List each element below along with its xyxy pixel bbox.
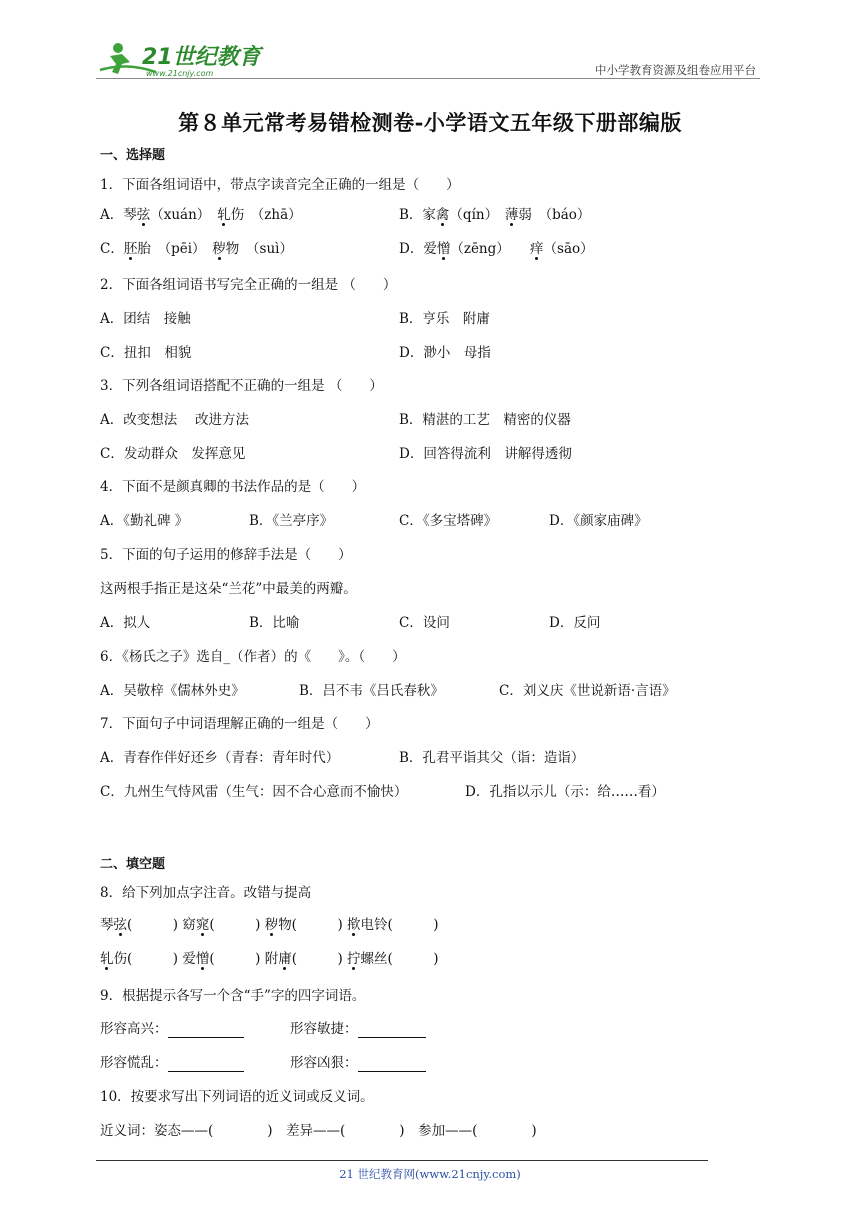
page-header xyxy=(96,36,760,80)
answer-blank[interactable] xyxy=(358,1057,426,1072)
question-5-sentence: 这两根手指正是这朵“兰花”中最美的两瓣。 xyxy=(100,581,357,597)
question-2-option-a: A．团结 接触 xyxy=(100,311,191,327)
answer-blank[interactable] xyxy=(358,1023,426,1038)
question-4-stem: 4．下面不是颜真卿的书法作品的是（ ） xyxy=(100,479,366,495)
svg-text:www.21cnjy.com: www.21cnjy.com xyxy=(146,69,214,78)
answer-blank[interactable] xyxy=(168,1023,244,1038)
question-1-option-c: C．胚胎 （pēi） 秽物 （suì） xyxy=(100,241,293,257)
question-5-option-c: C．设问 xyxy=(399,615,450,631)
question-3-option-a: A．改变想法 改进方法 xyxy=(100,412,250,428)
section-heading-fill: 二、填空题 xyxy=(100,857,166,872)
question-2-option-b: B．亨乐 附庸 xyxy=(399,311,490,327)
question-8-stem: 8．给下列加点字注音。改错与提高 xyxy=(100,885,312,901)
question-3-option-b: B．精湛的工艺 精密的仪器 xyxy=(399,412,571,428)
question-1-option-d: D．爱憎（zēng） 痒（sāo） xyxy=(399,241,594,257)
question-4-option-c: C．《多宝塔碑》 xyxy=(399,513,498,529)
question-6-option-b: B．吕不韦《吕氏春秋》 xyxy=(299,683,444,699)
logo-21cnjy xyxy=(96,36,296,80)
question-7-option-a: A．青春作伴好还乡（青春：青年时代） xyxy=(100,750,340,766)
q8-item: 琴弦( ) xyxy=(100,917,179,933)
page-title: 第８单元常考易错检测卷-小学语文五年级下册部编版 xyxy=(178,110,682,135)
question-7-stem: 7．下面句子中词语理解正确的一组是（ ） xyxy=(100,716,379,732)
question-9-item-d: 形容凶狠： xyxy=(290,1054,426,1072)
q8-item: 秽物( ) xyxy=(264,917,343,933)
question-5-option-d: D．反问 xyxy=(549,615,601,631)
q8-item: 拧螺丝( ) xyxy=(347,951,439,967)
question-1-option-a: A．琴弦（xuán） 轧伤 （zhā） xyxy=(100,207,302,223)
question-5-stem: 5．下面的句子运用的修辞手法是（ ） xyxy=(100,547,352,563)
section-heading-choice: 一、选择题 xyxy=(100,148,166,163)
question-4-option-d: D．《颜家庙碑》 xyxy=(549,513,648,529)
question-8-row-2 xyxy=(100,950,439,968)
question-9-stem: 9．根据提示各写一个含“手”字的四字词语。 xyxy=(100,988,366,1004)
question-8-row-1 xyxy=(100,916,439,934)
question-9-item-c: 形容慌乱： xyxy=(100,1054,244,1072)
header-divider xyxy=(96,78,760,79)
q8-item: 附庸( ) xyxy=(264,951,343,967)
svg-text:21世纪教育: 21世纪教育 xyxy=(142,45,261,70)
q8-item: 轧伤( ) xyxy=(100,951,179,967)
footer-divider xyxy=(96,1160,708,1161)
question-1-option-b: B．家禽（qín） 薄弱 （báo） xyxy=(399,207,591,223)
question-5-option-b: B．比喻 xyxy=(249,615,300,631)
question-5-option-a: A．拟人 xyxy=(100,615,151,631)
footer-text: 21 世纪教育网(www.21cnjy.com) xyxy=(339,1167,521,1181)
question-9-item-a: 形容高兴： xyxy=(100,1020,244,1038)
question-2-stem: 2．下面各组词语书写完全正确的一组是 （ ） xyxy=(100,277,397,293)
question-6-option-a: A．吴敬梓《儒林外史》 xyxy=(100,683,245,699)
q8-item: 揿电铃( ) xyxy=(347,917,439,933)
question-6-stem: 6．《杨氏之子》选自_（作者）的《 》。（ ） xyxy=(100,649,406,665)
header-platform-text: 中小学教育资源及组卷应用平台 xyxy=(595,63,756,77)
question-9-item-b: 形容敏捷： xyxy=(290,1020,426,1038)
question-4-option-b: B．《兰亭序》 xyxy=(249,513,334,529)
question-2-option-d: D．渺小 母指 xyxy=(399,345,491,361)
question-4-option-a: A．《勤礼碑 》 xyxy=(100,513,189,529)
question-6-option-c: C．刘义庆《世说新语·言语》 xyxy=(499,683,676,699)
question-2-option-c: C．扭扣 相貌 xyxy=(100,345,192,361)
question-3-option-d: D．回答得流利 讲解得透彻 xyxy=(399,446,572,462)
question-10-line: 近义词：姿态——( ) 差异——( ) 参加——( ) xyxy=(100,1123,537,1139)
question-10-stem: 10．按要求写出下列词语的近义词或反义词。 xyxy=(100,1089,374,1105)
question-7-option-b: B．孔君平诣其父（诣：造诣） xyxy=(399,750,585,766)
question-7-option-d: D．孔指以示儿（示：给……看） xyxy=(465,784,665,800)
q8-item: 爱憎( ) xyxy=(182,951,261,967)
question-3-option-c: C．发动群众 发挥意见 xyxy=(100,446,246,462)
question-3-stem: 3．下列各组词语搭配不正确的一组是 （ ） xyxy=(100,378,383,394)
answer-blank[interactable] xyxy=(168,1057,244,1072)
question-7-option-c: C．九州生气恃风雷（生气：因不合心意而不愉快） xyxy=(100,784,408,800)
question-1-stem: 1．下面各组词语中，带点字读音完全正确的一组是（ ） xyxy=(100,177,460,193)
q8-item: 窈窕( ) xyxy=(182,917,261,933)
